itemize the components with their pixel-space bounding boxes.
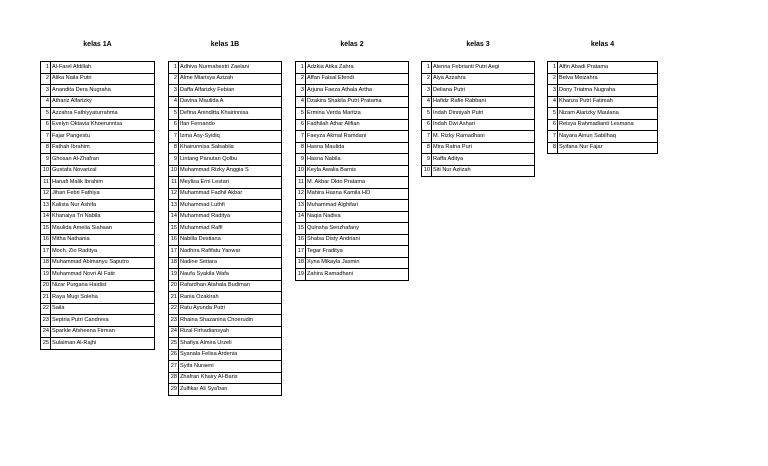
table-row (169, 315, 282, 327)
student-name: Nizam Alarizky Maulana (558, 108, 658, 120)
table-row (422, 108, 535, 120)
student-name: Hafidz Rafie Rabbani (432, 96, 535, 108)
student-name: Muhammad Novri Al Fatir (51, 269, 155, 281)
table-row (422, 73, 535, 85)
table-row (548, 85, 658, 97)
table-row (548, 131, 658, 143)
row-number: 14 (41, 211, 51, 223)
table-row (41, 326, 155, 338)
student-name: Maulida Amelia Siahaan (51, 223, 155, 235)
row-number: 4 (41, 96, 51, 108)
student-name: Indah Dinniyah Putri (432, 108, 535, 120)
row-number: 10 (41, 165, 51, 177)
table-row (169, 223, 282, 235)
row-number: 10 (422, 165, 432, 177)
row-number: 3 (548, 85, 558, 97)
table-row (41, 73, 155, 85)
row-number: 4 (169, 96, 179, 108)
row-number: 27 (169, 361, 179, 373)
row-number: 11 (41, 177, 51, 189)
row-number: 29 (169, 384, 179, 396)
row-number: 20 (169, 280, 179, 292)
row-number: 1 (296, 62, 306, 74)
student-name: Mitha Nathania (51, 234, 155, 246)
student-name: Sulaiman Al-Rajhi (51, 338, 155, 350)
student-name: Syanala Felisa Ardenia (179, 349, 282, 361)
table-row (41, 234, 155, 246)
row-number: 28 (169, 372, 179, 384)
row-number: 7 (296, 131, 306, 143)
row-number: 23 (169, 315, 179, 327)
student-name: Athariz Alfarizky (51, 96, 155, 108)
row-number: 14 (169, 211, 179, 223)
table-row (169, 62, 282, 74)
student-name: Ghosan Al-Zhafran (51, 154, 155, 166)
table-row (548, 142, 658, 154)
student-name: Tegar Fraditya (306, 246, 409, 258)
table-row (422, 96, 535, 108)
student-name: Keyla Awalia Barnis (306, 165, 409, 177)
row-number: 12 (169, 188, 179, 200)
table-row (169, 349, 282, 361)
student-name: Fajar Pangestu (51, 131, 155, 143)
table-row (41, 280, 155, 292)
row-number: 6 (41, 119, 51, 131)
student-name: Hasna Maulida (306, 142, 409, 154)
table-row (296, 246, 409, 258)
table-row (169, 303, 282, 315)
row-number: 4 (548, 96, 558, 108)
student-name: Hanafi Malik Ibrahim (51, 177, 155, 189)
table-row (422, 85, 535, 97)
row-number: 20 (41, 280, 51, 292)
row-number: 22 (169, 303, 179, 315)
table-row (422, 142, 535, 154)
row-number: 10 (296, 165, 306, 177)
student-name: Alfin Abadi Pratama (558, 62, 658, 74)
student-name: Davina Maulida A (179, 96, 282, 108)
student-name: Evelyn Oktavia Khoerunnisa (51, 119, 155, 131)
row-number: 6 (548, 119, 558, 131)
student-name: Khanaiya Tri Nabila (51, 211, 155, 223)
student-name: Alya Azzahra (432, 73, 535, 85)
row-number: 8 (422, 142, 432, 154)
table-row (296, 62, 409, 74)
student-name: M. Rizky Ramadhani (432, 131, 535, 143)
student-name: Belva Meizahra (558, 73, 658, 85)
class-roster-table (547, 61, 658, 154)
table-row (548, 119, 658, 131)
student-name: Reisya Rahmadianti Lesmana (558, 119, 658, 131)
row-number: 4 (296, 96, 306, 108)
student-name: Rania Ozakirah (179, 292, 282, 304)
row-number: 7 (422, 131, 432, 143)
student-name: Rhaina Shazanina Choerudin (179, 315, 282, 327)
table-row (548, 73, 658, 85)
table-row (296, 211, 409, 223)
student-name: Shafiya Almira Urzeli (179, 338, 282, 350)
table-row (41, 108, 155, 120)
row-number: 8 (296, 142, 306, 154)
row-number: 1 (169, 62, 179, 74)
row-number: 18 (41, 257, 51, 269)
table-row (41, 338, 155, 350)
row-number: 13 (169, 200, 179, 212)
row-number: 8 (41, 142, 51, 154)
student-name: Khanza Putri Fatimah (558, 96, 658, 108)
table-row (422, 131, 535, 143)
student-name: Lintang Panutan Qolbu (179, 154, 282, 166)
student-name: Hasna Nabila (306, 154, 409, 166)
student-name: Syifa Nuraeni (179, 361, 282, 373)
row-number: 7 (548, 131, 558, 143)
table-row (296, 223, 409, 235)
student-name: Nizar Purgana Haidist (51, 280, 155, 292)
row-number: 17 (41, 246, 51, 258)
table-row (169, 200, 282, 212)
row-number: 3 (296, 85, 306, 97)
student-name: Nabilla Destiana (179, 234, 282, 246)
student-name: Adhiva Nurmahestri Zaelani (179, 62, 282, 74)
class-roster-table (168, 61, 282, 396)
table-row (296, 73, 409, 85)
table-row (41, 177, 155, 189)
row-number: 16 (296, 234, 306, 246)
table-row (169, 292, 282, 304)
table-row (41, 131, 155, 143)
student-name: Septria Putri Candreva (51, 315, 155, 327)
student-name: Raya Mugi Soleha (51, 292, 155, 304)
student-name: Jihan Febri Fathiya (51, 188, 155, 200)
student-name: Dony Triatma Nugraha (558, 85, 658, 97)
table-row (169, 361, 282, 373)
student-name: Muhammad Abimanyu Saputro (51, 257, 155, 269)
table-row (422, 165, 535, 177)
row-number: 14 (296, 211, 306, 223)
row-number: 19 (41, 269, 51, 281)
row-number: 2 (41, 73, 51, 85)
table-row (41, 200, 155, 212)
student-name: Muhammad Raffi (179, 223, 282, 235)
table-row (296, 234, 409, 246)
student-name: Shalsa Disty Andriani (306, 234, 409, 246)
row-number: 21 (169, 292, 179, 304)
student-name: Rafardhan Atahala Budiman (179, 280, 282, 292)
row-number: 15 (41, 223, 51, 235)
student-name: Xyna Mikayla Jasmin (306, 257, 409, 269)
row-number: 5 (296, 108, 306, 120)
row-number: 26 (169, 349, 179, 361)
row-number: 11 (169, 177, 179, 189)
table-row (296, 188, 409, 200)
row-number: 5 (41, 108, 51, 120)
student-name: Defina Aninditta Khairinnisa (179, 108, 282, 120)
student-name: Alenna Febrianti Putri Aegi (432, 62, 535, 74)
table-row (296, 257, 409, 269)
table-row (169, 142, 282, 154)
table-row (548, 62, 658, 74)
row-number: 25 (169, 338, 179, 350)
table-row (41, 269, 155, 281)
table-row (296, 165, 409, 177)
table-row (169, 326, 282, 338)
table-row (548, 108, 658, 120)
table-row (169, 384, 282, 396)
table-row (169, 338, 282, 350)
table-row (41, 211, 155, 223)
row-number: 11 (296, 177, 306, 189)
row-number: 6 (169, 119, 179, 131)
student-name: Daffa Alfarizky Febian (179, 85, 282, 97)
student-name: Indah Dwi Ashari (432, 119, 535, 131)
row-number: 2 (296, 73, 306, 85)
table-row (41, 188, 155, 200)
row-number: 1 (422, 62, 432, 74)
student-name: Meylisa Erni Lestari (179, 177, 282, 189)
row-number: 24 (169, 326, 179, 338)
table-row (169, 269, 282, 281)
row-number: 4 (422, 96, 432, 108)
student-name: Muhammad Rizky Anggia S (179, 165, 282, 177)
row-number: 8 (548, 142, 558, 154)
table-row (296, 96, 409, 108)
row-number: 18 (169, 257, 179, 269)
row-number: 3 (41, 85, 51, 97)
table-row (41, 223, 155, 235)
student-name: Ratu Ayunda Putri (179, 303, 282, 315)
table-row (169, 257, 282, 269)
row-number: 16 (169, 234, 179, 246)
table-row (41, 257, 155, 269)
table-row (296, 85, 409, 97)
table-row (169, 246, 282, 258)
table-row (41, 142, 155, 154)
table-row (296, 119, 409, 131)
row-number: 22 (41, 303, 51, 315)
table-row (169, 73, 282, 85)
table-row (41, 303, 155, 315)
student-name: Nadhira Rafifatu Yanwar (179, 246, 282, 258)
table-row (296, 108, 409, 120)
student-name: Ermina Verda Maritza (306, 108, 409, 120)
student-name: Alme Miarisya Azizah (179, 73, 282, 85)
table-row (422, 119, 535, 131)
row-number: 25 (41, 338, 51, 350)
table-row (169, 280, 282, 292)
student-name: Muhammad Alghifari (306, 200, 409, 212)
class-title: kelas 1B (210, 41, 240, 48)
table-row (422, 154, 535, 166)
table-row (169, 188, 282, 200)
row-number: 21 (41, 292, 51, 304)
row-number: 16 (41, 234, 51, 246)
row-number: 12 (296, 188, 306, 200)
student-name: Mahira Hasna Kamila HD (306, 188, 409, 200)
table-row (296, 200, 409, 212)
row-number: 8 (169, 142, 179, 154)
student-name: Dzakira Shakila Putri Pratama (306, 96, 409, 108)
student-name: Moch. Zio Raditya (51, 246, 155, 258)
table-row (296, 154, 409, 166)
class-title: kelas 1A (83, 41, 112, 48)
student-name: Muhammad Luthfi (179, 200, 282, 212)
table-row (169, 154, 282, 166)
table-row (41, 292, 155, 304)
row-number: 15 (169, 223, 179, 235)
table-row (296, 177, 409, 189)
table-row (41, 165, 155, 177)
student-name: Syifana Nur Fajar (558, 142, 658, 154)
table-row (169, 131, 282, 143)
row-number: 1 (548, 62, 558, 74)
row-number: 7 (41, 131, 51, 143)
table-row (169, 108, 282, 120)
student-name: Kalista Nur Ashifa (51, 200, 155, 212)
row-number: 3 (422, 85, 432, 97)
student-name: Alika Naila Putri (51, 73, 155, 85)
table-row (169, 119, 282, 131)
student-name: Adzkia Atika Zahra (306, 62, 409, 74)
table-row (41, 246, 155, 258)
row-number: 5 (422, 108, 432, 120)
student-name: Affan Faisal Efendi (306, 73, 409, 85)
row-number: 2 (548, 73, 558, 85)
row-number: 19 (296, 269, 306, 281)
row-number: 5 (548, 108, 558, 120)
table-row (41, 85, 155, 97)
row-number: 19 (169, 269, 179, 281)
student-name: Naufa Syakila Wafa (179, 269, 282, 281)
table-row (169, 372, 282, 384)
table-row (41, 119, 155, 131)
student-name: Rizal Firhadiansyah (179, 326, 282, 338)
table-row (169, 177, 282, 189)
class-title: kelas 2 (340, 41, 364, 48)
row-number: 9 (296, 154, 306, 166)
student-name: Fadhilah Athar Alifian (306, 119, 409, 131)
row-number: 9 (422, 154, 432, 166)
row-number: 15 (296, 223, 306, 235)
table-row (422, 62, 535, 74)
row-number: 6 (422, 119, 432, 131)
row-number: 10 (169, 165, 179, 177)
row-number: 17 (169, 246, 179, 258)
row-number: 9 (41, 154, 51, 166)
row-number: 13 (296, 200, 306, 212)
student-name: Al-Farel Afdillah (51, 62, 155, 74)
student-name: Quinsha Senzhafany (306, 223, 409, 235)
student-name: Zulfikar Ali Sya'ban (179, 384, 282, 396)
row-number: 17 (296, 246, 306, 258)
table-row (41, 315, 155, 327)
row-number: 1 (41, 62, 51, 74)
row-number: 7 (169, 131, 179, 143)
class-roster-table (295, 61, 409, 281)
row-number: 2 (422, 73, 432, 85)
row-number: 13 (41, 200, 51, 212)
table-row (296, 131, 409, 143)
row-number: 24 (41, 326, 51, 338)
class-title: kelas 4 (590, 41, 615, 48)
row-number: 6 (296, 119, 306, 131)
table-row (169, 96, 282, 108)
student-name: Zhafran Khairy Al-Baris (179, 372, 282, 384)
row-number: 2 (169, 73, 179, 85)
class-title: kelas 3 (466, 41, 490, 48)
table-row (169, 211, 282, 223)
table-row (296, 142, 409, 154)
row-number: 9 (169, 154, 179, 166)
student-name: Muhammad Fadhil Akbar (179, 188, 282, 200)
student-name: Nadine Setiara (179, 257, 282, 269)
student-name: Khairunnisa Salsabila (179, 142, 282, 154)
student-name: Saila (51, 303, 155, 315)
table-row (169, 85, 282, 97)
row-number: 3 (169, 85, 179, 97)
row-number: 23 (41, 315, 51, 327)
student-name: Muhammad Raditya (179, 211, 282, 223)
student-name: Deliana Putri (432, 85, 535, 97)
student-name: Anandita Dera Nugraha (51, 85, 155, 97)
student-name: Mira Ratna Puri (432, 142, 535, 154)
table-row (169, 234, 282, 246)
student-name: Izma Asy-Syidiq (179, 131, 282, 143)
student-name: Sparkle Afsheena Firman (51, 326, 155, 338)
student-name: Azzahra Fathiyyaturrahma (51, 108, 155, 120)
table-row (41, 154, 155, 166)
table-row (548, 96, 658, 108)
student-name: Gustafa Novarizal (51, 165, 155, 177)
class-roster-table (421, 61, 535, 177)
student-name: Nayara Ainun Sabilhaq (558, 131, 658, 143)
table-row (169, 165, 282, 177)
student-name: Siti Nur Aziizah (432, 165, 535, 177)
table-row (41, 96, 155, 108)
student-name: Zahira Ramadhani (306, 269, 409, 281)
row-number: 18 (296, 257, 306, 269)
row-number: 12 (41, 188, 51, 200)
student-name: Arjuna Faeza Athala Artha (306, 85, 409, 97)
student-name: Naqia Nadiva (306, 211, 409, 223)
student-name: Raffa Aditya (432, 154, 535, 166)
student-name: Fathah Ibrahim (51, 142, 155, 154)
table-row (41, 62, 155, 74)
student-name: M. Akbar Okto Pratama (306, 177, 409, 189)
student-name: Faeyza Akmal Ramdani (306, 131, 409, 143)
table-row (296, 269, 409, 281)
row-number: 5 (169, 108, 179, 120)
class-roster-table (40, 61, 155, 350)
student-name: Ifan Fernando (179, 119, 282, 131)
